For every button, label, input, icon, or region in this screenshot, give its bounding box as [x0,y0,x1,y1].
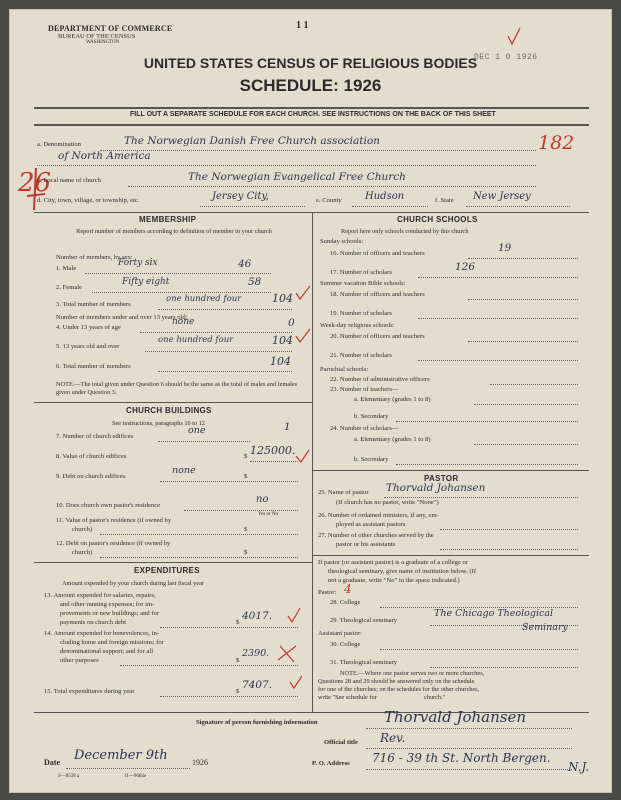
sunday-teachers-label: 16. Number of officers and teachers [330,250,425,257]
other-churches-label-2: pastor or his assistants [336,541,396,548]
yes-or-no-hint: Yes or No [258,512,279,517]
state-label: f. State [435,197,454,204]
benevolences-label-4: other purposes [60,657,99,664]
teachers-heading: 23. Number of teachers— [330,386,399,393]
edifices-count-word: one [188,425,206,436]
running-expenses-label-2: and other running expenses; for im- [60,601,155,608]
page-title: UNITED STATES CENSUS OF RELIGIOUS BODIES [143,55,478,71]
page-subtitle: SCHEDULE: 1926 [239,76,382,95]
state-value: New Jersey [473,191,531,202]
teachers-secondary-label: b. Secondary [354,413,389,420]
female-value: 58 [248,276,262,288]
assistant-ministers-label-2: ployed as assistant pastors [336,521,406,528]
benevolences-dollar: $ [236,657,240,664]
pastor-subheading: Pastor: [318,589,337,596]
other-churches-label-1: 27. Number of other churches served by the [318,532,434,539]
city-label: d. City, town, village, or township, etc. [37,197,140,204]
edifice-value-label: 8. Value of church edifices [56,453,127,460]
membership-intro: Report number of members according to definition of member in your church [76,228,272,235]
total-members-check-value: 104 [270,355,291,368]
summer-scholars-label: 19. Number of scholars [330,310,392,317]
bureau-name: BUREAU OF THE CENSUS [58,33,136,40]
assistant-college-label: 30. College [330,641,361,648]
over-13-label: 5. 13 years old and over [56,343,120,350]
pastor-note-3: for one of the churches; on the schedules for the other churches, [318,686,480,693]
department-name: DEPARTMENT OF COMMERCE [48,24,173,33]
address-label: P. O. Address [312,760,350,767]
total-members-check-label: 6. Total number of members [56,363,131,370]
total-members-label: 3. Total number of members [56,301,131,308]
signature-value: Thorvald Johansen [384,708,526,726]
schools-title: CHURCH SCHOOLS [397,215,478,224]
edifices-count-value: 1 [284,421,291,433]
date-value: December 9th [74,748,168,763]
print-code: 11—9684e [124,774,147,779]
running-expenses-label-3: provements or new buildings; and for [60,610,160,617]
pastor-residence-owned-label: 10. Does church own pastor's residence [56,502,161,509]
pastor-name-label: 25. Name of pastor [318,489,369,496]
membership-note: NOTE.—The total given under Question 6 should be the same as the total of males and females given under Question 3. [56,381,298,396]
pastor-seminary-label: 29. Theological seminary [330,617,398,624]
teachers-elementary-label: a. Elementary (grades 1 to 8) [354,396,431,403]
residence-value-dollar: $ [244,526,248,533]
running-expenses-label-4: payments on church debt [60,619,127,626]
address-suffix: N.J. [568,760,590,774]
residence-value-label-2: church) [72,526,93,533]
church-name-label: c. Local name of church [37,177,101,184]
received-date-stamp: DEC 1 0 1926 [474,53,538,62]
male-value: 46 [238,258,252,270]
parochial-schools-label: Parochial schools: [320,366,369,373]
pastor-name-value: Thorvald Johansen [386,482,486,494]
total-expenditures-value: 7407. [242,679,273,691]
college-intro-1: If pastor (or assistant pastor) is a graduate of a college or [318,559,468,566]
running-expenses-value: 4017. [242,610,273,622]
total-members-word: one hundred four [166,294,242,304]
summer-schools-label: Summer vacation Bible schools: [320,280,406,287]
scholars-elementary-label: a. Elementary (grades 1 to 8) [354,436,431,443]
city-name: WASHINGTON [86,40,120,45]
benevolences-label-1: 14. Amount expended for benevolences, in- [44,630,160,637]
signature-label: Signature of person furnishing information [196,719,318,726]
denomination-value-1: The Norwegian Danish Free Church association [124,135,380,147]
weekday-teachers-label: 20. Number of officers and teachers [330,333,425,340]
buildings-intro: See instructions, paragraphs 10 to 12 [112,420,206,427]
denomination-value-2: of North America [58,150,151,162]
weekday-scholars-label: 21. Number of scholars [330,352,392,359]
edifice-debt-dollar: $ [244,473,248,480]
edifice-debt-label: 9. Debt on church edifices [56,473,126,480]
scholars-heading: 24. Number of scholars— [330,425,399,432]
edifice-debt-value: none [172,465,196,476]
scholars-secondary-label: b. Secondary [354,456,389,463]
total-expenditures-label: 15. Total expenditures during year [44,688,135,695]
pastor-college-label: 28. College [330,599,361,606]
assistant-ministers-label-1: 26. Number of ordained ministers, if any, em- [318,512,439,519]
total-expenditures-dollar: $ [236,688,240,695]
edifices-count-label: 7. Number of church edifices [56,433,134,440]
edifice-value-dollar: $ [244,453,248,460]
sunday-scholars-value: 126 [455,261,476,273]
total-members-value: 104 [272,292,293,305]
denomination-label: a. Denomination [37,141,81,148]
assistant-seminary-label: 31. Theological seminary [330,659,398,666]
weekday-schools-label: Week-day religious schools: [320,322,395,329]
official-title-label: Official title [324,739,358,746]
running-expenses-dollar: $ [236,619,240,626]
form-number: 11 [296,20,312,31]
pastor-mark: 4 [344,582,352,596]
benevolences-value: 2390. [242,648,270,659]
expenditures-intro: Amount expended by your church during last fiscal year [62,580,204,587]
pastor-seminary-value-1: The Chicago Theological [434,608,554,619]
female-word: Fifty eight [122,277,170,287]
denomination-code: 182 [538,132,575,154]
over-13-value: 104 [272,334,293,347]
expenditures-title: EXPENDITURES [134,566,200,575]
sunday-schools-label: Sunday schools: [320,238,364,245]
benevolences-label-3: denominational support; and for all [60,648,154,655]
college-intro-2: theological seminary, give name of institution below. (If [328,568,477,575]
pastor-note-4: write "See schedule for church." [318,694,446,701]
male-word: Forty six [118,258,158,268]
pastor-note-2: Questions 28 and 29 should be answered only on the schedule [318,678,475,685]
residence-debt-label-2: church) [72,549,93,556]
date-year: 1926 [192,758,208,767]
buildings-title: CHURCH BUILDINGS [126,406,212,415]
over-13-word: one hundred four [158,335,234,345]
residence-value-label-1: 11. Value of pastor's residence (if owned by [56,517,172,524]
female-label: 2. Female [56,284,83,291]
schools-intro: Report here only schools conducted by this church [341,228,469,235]
official-title-value: Rev. [380,731,406,745]
date-label: Date [44,758,60,767]
male-label: 1. Male [56,265,77,272]
pastor-none-hint: (If church has no pastor, write "None") [336,499,439,506]
county-label: e. County [316,197,342,204]
residence-debt-dollar: $ [244,549,248,556]
edifice-value: 125000. [250,444,296,457]
pastor-residence-owned-value: no [256,494,269,505]
pastor-seminary-value-2: Seminary [522,622,568,633]
members-by-sex-label: Number of members, by sex: [56,254,133,261]
schedule-instruction: FILL OUT A SEPARATE SCHEDULE FOR EACH CHURCH. SEE INSTRUCTIONS ON THE BACK OF THIS SHEET [130,111,496,118]
city-value: Jersey City, [212,191,269,202]
pastor-note-1: NOTE.—Where one pastor serves two or more churches, [340,670,485,677]
benevolences-label-2: cluding home and foreign missions; for [60,639,164,646]
summer-teachers-label: 18. Number of officers and teachers [330,291,425,298]
church-name-value: The Norwegian Evangelical Free Church [188,171,406,183]
membership-title: MEMBERSHIP [139,215,197,224]
address-value: 716 - 39 th St. North Bergen. [372,751,551,765]
members-by-age-label: Number of members under and over 13 years old: [56,314,188,321]
form-code: S—8518 a [58,774,80,779]
margin-code: 26 [18,168,52,198]
sunday-teachers-value: 19 [498,242,512,254]
admin-officers-label: 22. Number of administrative officers [330,376,430,383]
under-13-value: 0 [288,317,295,329]
college-intro-3: not a graduate, write "No" in the space indicated.) [328,577,460,584]
running-expenses-label-1: 13. Amount expended for salaries, repairs, [44,592,156,599]
county-value: Hudson [365,191,405,202]
under-13-word: none [172,317,195,327]
assistant-pastor-subheading: Assistant pastor: [318,630,362,637]
residence-debt-label-1: 12. Debt on pastor's residence (if owned by [56,540,171,547]
under-13-label: 4. Under 13 years of age [56,324,121,331]
pastor-title: PASTOR [424,474,459,483]
sunday-scholars-label: 17. Number of scholars [330,269,392,276]
